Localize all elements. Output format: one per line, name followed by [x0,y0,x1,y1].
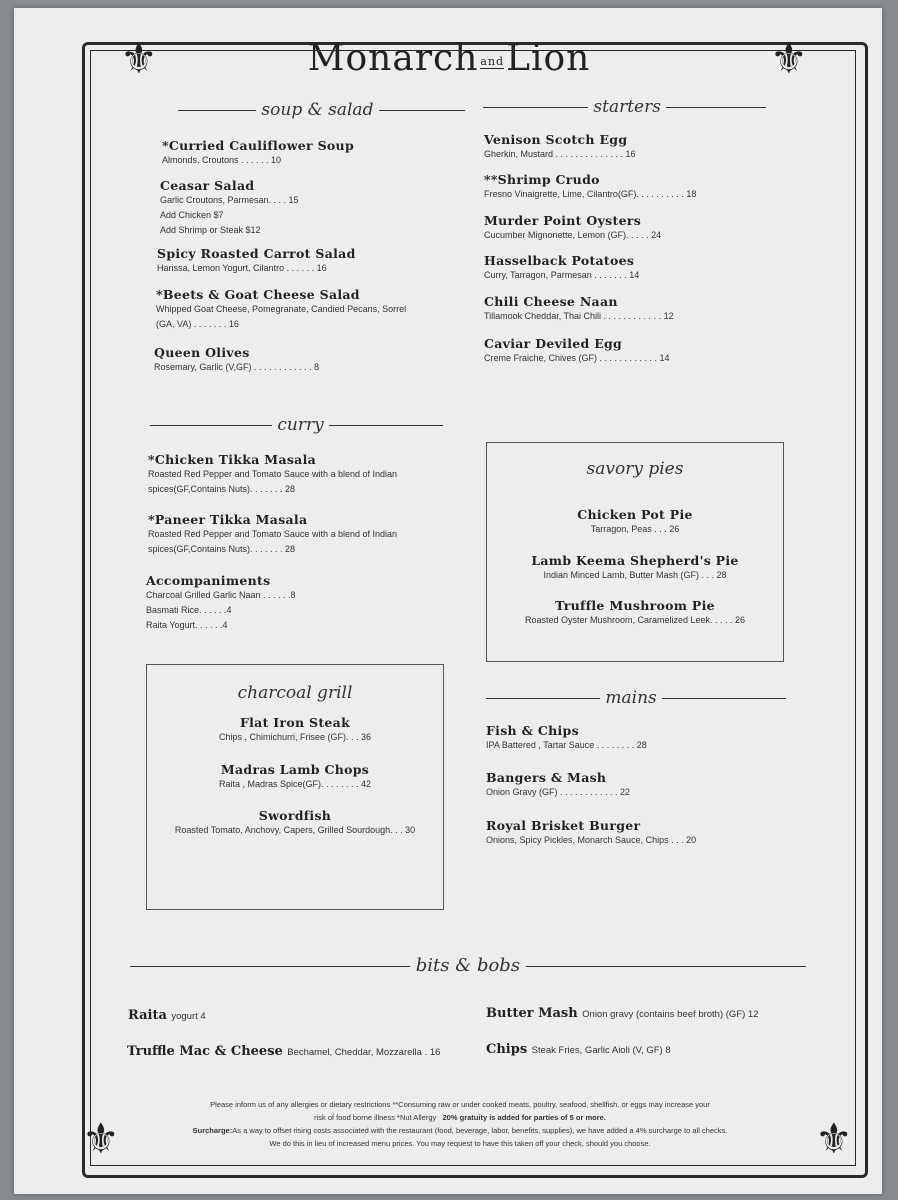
menu-item [484,132,636,162]
charcoal-grill-box [146,664,444,910]
item-desc: Indian Minced Lamb, Butter Mash (GF) . . . 28 [543,570,727,580]
item-name: Accompaniments [146,573,271,588]
item-desc: Tillamook Cheddar, Thai Chili . . . . . . . . . . . . 12 [484,311,674,321]
item-name: Venison Scotch Egg [484,132,628,147]
item-desc: Onion gravy (contains beef broth) (GF) 12 [582,1009,759,1020]
item-desc: spices(GF,Contains Nuts). . . . . . . 28 [148,544,296,554]
item-desc: Creme Fraiche, Chives (GF) . . . . . . . . . . . . 14 [484,353,670,363]
curry-heading [150,415,443,435]
item-desc: Garlic Croutons, Parmesan. . . . 15 [160,195,299,205]
item-name: Queen Olives [154,345,250,360]
item-name: Butter Mash [486,1006,578,1021]
item-desc: Curry, Tarragon, Parmesan . . . . . . . 14 [484,270,640,280]
mains-heading [486,688,786,708]
item-name: Truffle Mac & Cheese [127,1044,283,1059]
item-name: Truffle Mushroom Pie [555,598,715,613]
item-name: *Paneer Tikka Masala [148,512,308,527]
menu-item [156,287,406,332]
menu-footer-notes [160,1098,760,1150]
menu-item [148,512,397,557]
charcoal-grill-title: charcoal grill [237,683,353,703]
menu-item [484,336,670,366]
bits-bobs-heading [130,955,806,976]
item-name: *Curried Cauliflower Soup [162,138,354,153]
savory-pies-box [486,442,784,662]
logo-word-and: and [480,54,505,68]
item-desc: Onion Gravy (GF) . . . . . . . . . . . . 22 [486,787,631,797]
item-desc: Raita , Madras Spice(GF). . . . . . . . 42 [218,779,372,789]
starters-heading [483,97,766,117]
restaurant-logo [0,34,898,83]
item-name: Ceasar Salad [160,178,255,193]
item-name: Madras Lamb Chops [220,762,370,777]
menu-item [484,213,661,243]
menu-item [147,808,443,838]
fleur-de-lis-icon: ⚜ [770,34,808,83]
menu-item [486,1004,759,1022]
starters-title: starters [593,97,661,117]
item-name: Hasselback Potatoes [484,253,635,268]
menu-item [484,253,639,283]
item-desc: yogurt 4 [171,1011,206,1022]
item-name: **Shrimp Crudo [484,172,600,187]
menu-item [146,573,296,633]
item-desc: Chips , Chimichurri, Frisee (GF). . . 36 [218,732,372,742]
footer-surcharge-text: As a way to offset rising costs associated with the restaurant (food, beverage, labor, benefits, supplies), we have added a 4% surcharge to all checks. [232,1126,728,1135]
menu-item [154,345,319,375]
footer-line: Please inform us of any allergies or dietary restrictions **Consuming raw or under cooked meats, poultry, seafood, shellfish, or eggs may increase your [210,1100,710,1109]
menu-item [486,818,696,848]
savory-pies-title: savory pies [586,459,684,479]
footer-surcharge-label: Surcharge: [192,1126,233,1135]
menu-item [484,172,696,202]
item-desc: Almonds, Croutons . . . . . . 10 [162,155,282,165]
menu-item [160,178,299,238]
item-desc: Bechamel, Cheddar, Mozzarella . 16 [287,1047,441,1058]
item-desc: Raita Yogurt. . . . . .4 [146,620,228,630]
item-name: Chicken Pot Pie [577,507,693,522]
item-name: Raita [128,1008,167,1023]
logo-word-lion: Lion [506,38,591,79]
menu-item [487,598,783,628]
item-desc: Tarragon, Peas . . . 26 [590,524,680,534]
item-desc: IPA Battered , Tartar Sauce . . . . . . . . 28 [486,740,647,750]
item-name: Murder Point Oysters [484,213,642,228]
item-name: Spicy Roasted Carrot Salad [157,246,356,261]
menu-item [157,246,356,276]
menu-item [484,294,674,324]
item-desc: Add Chicken $7 [160,210,224,220]
menu-item [128,1006,206,1024]
item-desc: Roasted Tomato, Anchovy, Capers, Grilled Sourdough. . . 30 [174,825,416,835]
menu-item [162,138,354,168]
footer-line [160,1111,760,1124]
item-desc: Cucumber Mignonette, Lemon (GF). . . . . 24 [484,230,662,240]
item-name: *Chicken Tikka Masala [148,452,317,467]
menu-item [147,762,443,792]
menu-item [127,1042,440,1060]
soup-salad-heading [178,100,465,120]
item-name: Chips [486,1042,528,1057]
menu-item [486,770,630,800]
footer-gratuity-note: 20% gratuity is added for parties of 5 or more. [442,1113,606,1122]
menu-item [486,723,647,753]
item-name: Royal Brisket Burger [486,818,641,833]
item-desc: Fresno Vinaigrette, Lime, Cilantro(GF). . . . . . . . . . 18 [484,189,697,199]
fleur-de-lis-icon: ⚜ [120,34,158,83]
soup-salad-title: soup & salad [261,100,374,120]
bits-bobs-title: bits & bobs [415,955,521,976]
item-desc: Steak Fries, Garlic Aioli (V, GF) 8 [531,1045,671,1056]
item-name: Fish & Chips [486,723,579,738]
item-name: Lamb Keema Shepherd's Pie [531,553,739,568]
item-desc: spices(GF,Contains Nuts). . . . . . . 28 [148,484,296,494]
item-name: Flat Iron Steak [239,715,351,730]
menu-item [148,452,397,497]
fleur-de-lis-icon: ⚜ [82,1114,120,1163]
footer-allergy-note: risk of food borne illness *Nut Allergy [314,1113,437,1122]
item-name: *Beets & Goat Cheese Salad [156,287,360,302]
item-desc: Roasted Red Pepper and Tomato Sauce with a blend of Indian [148,529,398,539]
footer-line: We do this in lieu of increased menu prices. You may request to have this taken off your check, should you choose. [269,1139,651,1148]
menu-item [486,1040,671,1058]
item-desc: Roasted Oyster Mushroom, Caramelized Leek. . . . . 26 [524,615,746,625]
item-name: Swordfish [258,808,332,823]
item-desc: Whipped Goat Cheese, Pomegranate, Candied Pecans, Sorrel [156,304,407,314]
item-name: Chili Cheese Naan [484,294,618,309]
menu-item [487,507,783,537]
menu-item [147,715,443,745]
item-name: Bangers & Mash [486,770,607,785]
item-desc: Basmati Rice. . . . . .4 [146,605,232,615]
item-name: Caviar Deviled Egg [484,336,623,351]
item-desc: Add Shrimp or Steak $12 [160,225,261,235]
item-desc: (GA, VA) . . . . . . . 16 [156,319,239,329]
item-desc: Onions, Spicy Pickles, Monarch Sauce, Chips . . . 20 [486,835,697,845]
item-desc: Harissa, Lemon Yogurt, Cilantro . . . . . . 16 [157,263,327,273]
logo-word-monarch: Monarch [307,38,479,79]
item-desc: Charcoal Grilled Garlic Naan . . . . . .8 [146,590,296,600]
footer-line [160,1124,760,1137]
item-desc: Rosemary, Garlic (V,GF) . . . . . . . . . . . . 8 [154,362,320,372]
item-desc: Gherkin, Mustard . . . . . . . . . . . . . . 16 [484,149,636,159]
item-desc: Roasted Red Pepper and Tomato Sauce with a blend of Indian [148,469,398,479]
menu-item [487,553,783,583]
fleur-de-lis-icon: ⚜ [815,1114,853,1163]
curry-title: curry [277,415,324,435]
mains-title: mains [605,688,657,708]
